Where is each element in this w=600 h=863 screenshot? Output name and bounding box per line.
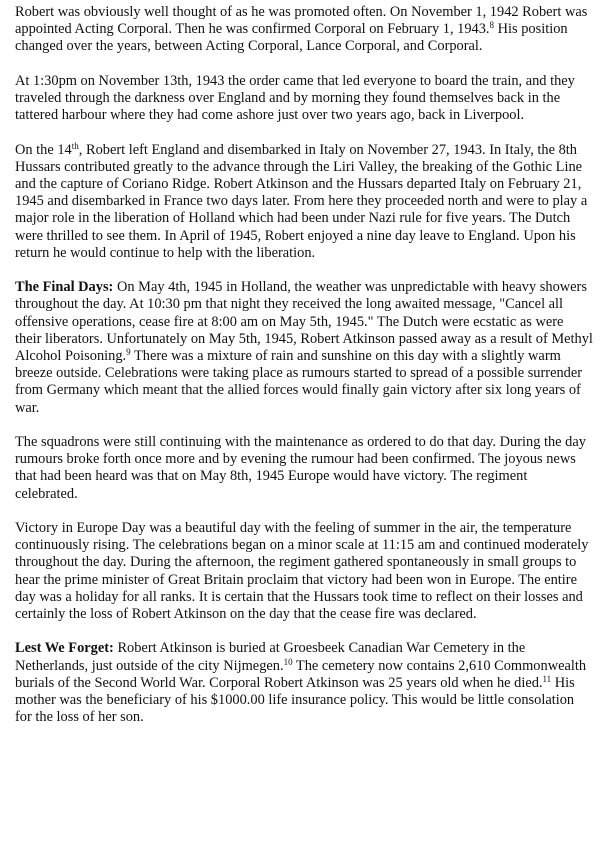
- paragraph-italy: [15, 142, 593, 262]
- paragraph-lest-we-forget: [15, 640, 593, 726]
- paragraph-text: There was a mixture of rain and sunshine on this day with a slightly warm breeze outside. Celebrations were taking place as rumours started to spread of a possible surrender from Germany which meant that the allied forces would finally gain victory after six long years of war.: [15, 348, 583, 416]
- section-heading-lest-we-forget: Lest We Forget:: [15, 640, 114, 657]
- paragraph-ve-day: [15, 520, 593, 623]
- paragraph-promotions: [15, 4, 593, 56]
- paragraph-train: [15, 73, 593, 125]
- paragraph-final-days: [15, 279, 593, 417]
- footnote-ref-10[interactable]: 10: [283, 656, 293, 667]
- paragraph-text: Robert Atkinson is buried at Groesbeek Canadian War Cemetery in the Netherlands, just outside of the city Nijmegen.: [15, 640, 526, 674]
- paragraph-text: On the 14: [15, 141, 72, 158]
- section-heading-final-days: The Final Days:: [15, 279, 114, 296]
- footnote-ref-9[interactable]: 9: [126, 347, 131, 358]
- document-page: [15, 4, 593, 726]
- paragraph-text: On May 4th, 1945 in Holland, the weather was unpredictable with heavy showers throughout the day. At 10:30 pm that night they received the long awaited message, "Cancel all offensive operations, cease fire at 8:00 am on May 5th, 1945." The Dutch were ecstatic as were their liberators. Unfortunately on May 5th, 1945, Robert Atkinson passed away as a result of Methyl Alcohol Poisoning.: [15, 279, 593, 365]
- paragraph-text: Robert was obviously well thought of as he was promoted often. On November 1, 1942 Robert was appointed Acting Corporal. Then he was confirmed Corporal on February 1, 1943.: [15, 4, 588, 38]
- paragraph-text: At 1:30pm on November 13th, 1943 the order came that led everyone to board the train, and they traveled through the darkness over England and by morning they found themselves back in the tattered harbour where they had come ashore just over two years ago, back in Liverpool.: [15, 72, 575, 124]
- paragraph-text: The cemetery now contains 2,610 Commonwealth burials of the Second World War. Corporal Robert Atkinson was 25 years old when he died.: [15, 657, 587, 691]
- footnote-ref-11[interactable]: 11: [542, 673, 552, 684]
- paragraph-text: His mother was the beneficiary of his $1000.00 life insurance policy. This would be little consolation for the loss of her son.: [15, 674, 575, 726]
- paragraph-text: , Robert left England and disembarked in Italy on November 27, 1943. In Italy, the 8th Hussars contributed greatly to the advance through the Liri Valley, the breaking of the Gothic Line and the capture of Coriano Ridge. Robert Atkinson and the Hussars departed Italy on February 21, 1945 and disembarked in France two days later. From here they proceeded north and were to play a major role in the liberation of Holland which had been under Nazi rule for five years. The Dutch were thrilled to see them. In April of 1945, Robert enjoyed a nine day leave to England. Upon his return he would continue to help with the liberation.: [15, 141, 588, 261]
- paragraph-text: Victory in Europe Day was a beautiful day with the feeling of summer in the air, the temperature continuously rising. The celebrations began on a minor scale at 11:15 am and continued moderately throughout the day. During the afternoon, the regiment gathered spontaneously in small groups to hear the prime minister of Great Britain proclaim that victory had been won in Europe. The entire day was a holiday for all ranks. It is certain that the Hussars took time to reflect on their losses and certainly the loss of Robert Atkinson on the day that the cease fire was declared.: [15, 520, 589, 623]
- ordinal-suffix: th: [71, 140, 79, 151]
- paragraph-text: His position changed over the years, between Acting Corporal, Lance Corporal, and Corporal.: [15, 21, 568, 55]
- paragraph-text: The squadrons were still continuing with the maintenance as ordered to do that day. During the day rumours broke forth once more and by evening the rumour had been confirmed. The joyous news that had been heard was that on May 8th, 1945 Europe would have victory. The regiment celebrated.: [15, 434, 586, 502]
- footnote-ref-8[interactable]: 8: [489, 20, 495, 31]
- paragraph-squadrons: [15, 434, 593, 503]
